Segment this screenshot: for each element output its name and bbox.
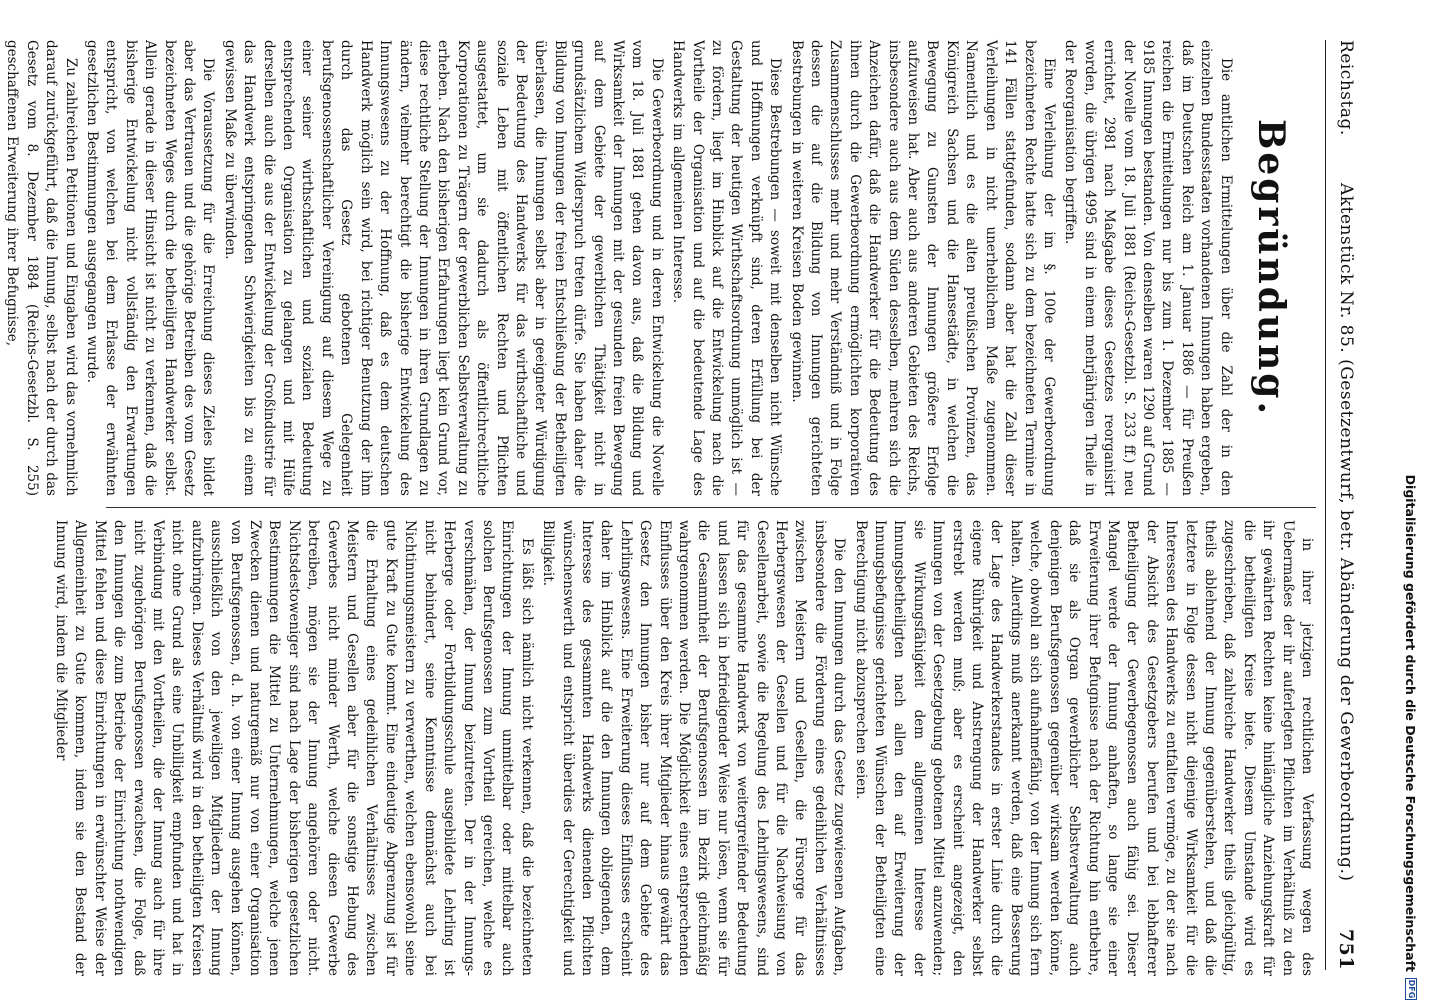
left-column	[4, 40, 1316, 496]
header-document-ref: Aktenstück Nr. 85. (Gesetzentwurf, betr. Abänderung der Gewerbeordnung.)	[1336, 183, 1356, 882]
scanned-page	[4, 0, 1366, 1000]
digitization-credit	[1404, 0, 1418, 1000]
paragraph: Die Voraussetzung für die Erreichung dieses Zieles bildet aber das Vertrauen und die gehörige Betreiben des vom Gesetz bezeichneten Weges durch die betheiligten Handwerker selbst. Allein gerade in dieser Hinsicht ist nicht zu verkennen, daß die bisherige Entwickelung nicht vollständig den Erwartungen entspricht, von welchen bei dem Erlasse der erwähnten gesetzlichen Bestimmungen ausgegangen wurde.	[84, 40, 217, 496]
page-number: 751	[1335, 928, 1357, 970]
paragraph: Diese Bestrebungen — soweit mit denselben nicht Wünsche und Hoffnungen verknüpft sind, deren Erfüllung bei der Gestaltung der heutigen Wirthschaftsordnung unmöglich ist — zu fördern, liegt im Hinblick auf die Entwickelung nach die Vortheile der Organisation und auf die bedeutende Lage des Handwerks im allgemeinen Interesse.	[670, 40, 784, 496]
column-divider	[106, 507, 1316, 508]
paragraph: Eine Verleihung der im §. 100e der Gewerbeordnung bezeichneten Rechte hatte sich zu dem bezeichneten Termine in 141 Fällen stattgefunden, sodann aber hat die Zahl dieser Verleihungen in nicht unerheblichem Maße zugenommen. Namentlich und es die alten preußischen Provinzen, das Königreich Sachsen und die Hansestädte, in welchen die Bewegung zu Gunsten der Innungen größere Erfolge aufzuweisen hat. Aber auch aus anderen Gebieten des Reichs, insbesondere auch aus dem Süden desselben, mehren sich die Anzeichen dafür, daß die Handwerker für die Bedeutung des ihnen durch die Gewerbeordnung ermöglichten korporativen Zusammenschlusses mehr und mehr Verständniß und in Folge dessen die auf die Bildung von Innungen gerichteten Bestrebungen in weiteren Kreisen Boden gewinnen.	[788, 40, 1057, 496]
credit-text: Digitalisierung gefördert durch die Deutsche Forschungsgemeinschaft	[1403, 474, 1419, 972]
paragraph: Die amtlichen Ermittelungen über die Zahl der in den einzelnen Bundesstaaten vorhandenen Innungen haben ergeben, daß im Deutschen Reich am 1. Januar 1886 — für Preußen reichen die Ermittelungen nur bis zum 1. Dezember 1885 — 9185 Innungen bestanden. Von denselben waren 1290 auf Grund der Novelle vom 18. Juli 1881 (Reichs-Gesetzbl. S. 233 ff.) neu errichtet, 2981 nach Maßgabe dieses Gesetzes reorganisirt worden, die übrigen 4995 sind in einem mehrjährigen Theile in der Reorganisation begriffen.	[1062, 40, 1234, 496]
header-chamber: Reichstag.	[1336, 40, 1356, 136]
paragraph: Zu zahlreichen Petitionen und Eingaben wird das vornehmlich darauf zurückgeführt, daß die Innung, selbst nach der durch das Gesetz vom 8. Dezember 1884 (Reichs-Gesetzbl. S. 255) geschaffenen Erweiterung ihrer Befugnisse,	[4, 40, 79, 496]
paragraph: in ihrer jetzigen rechtlichen Verfassung wegen des Uebermaßes der ihr auferlegten Pflichten im Verhältniß zu den ihr gewährten Rechten keine hinlängliche Anziehungskraft für die betheiligten Kreise biete. Diesem Umstande wird es zugeschrieben, daß zahlreiche Handwerker theils gleichgültig, theils ablehnend der Innung gegenüberstehen, und daß die letztere in Folge dessen nicht diejenige Wirksamkeit für die Interessen des Handwerks zu entfalten vermöge, zu der sie nach der Absicht des Gesetzgebers berufen und bei lebhafterer Betheiligung der Gewerbegenossen auch fähig sei. Dieser Mangel werde der Innung anhaften, so lange sie einer Erweiterung ihrer Befugnisse nach der Richtung hin entbehre, daß sie als Organ gewerblicher Selbstverwaltung auch denjenigen Berufsgenossen gegenüber wirksam werden könne, welche, obwohl an sich aufnahmefähig, von der Innung sich fern halten. Allerdings muß anerkannt werden, daß eine Besserung der Lage des Handwerkerstandes in erster Linie durch die eigene Rührigkeit und Anstrengung der Handwerker selbst erstrebt werden muß; aber es erscheint angezeigt, den Innungen von der Gesetzgebung gebotenen Mittel anzuwenden; sie Wirkungsfähigkeit dem allgemeinen Interesse der Innungsbetheiligten nach allen den auf Erweiterung der Innungsbefugnisse gerichteten Wünschen der Betheiligten eine Berechtigung nicht abzusprechen seien.	[852, 520, 1315, 976]
right-column	[53, 520, 1316, 976]
paragraph: Es läßt sich nämlich nicht verkennen, daß die bezeichneten Einrichtungen der Innung unmittelbar oder mittelbar auch solchen Berufsgenossen zum Vortheil gereichen, welche es verschmähen, der Innung beizutreten. Der in der Innungs-Herberge oder Fortbildungsschule ausgebildete Lehrling ist nicht behindert, seine Kenntnisse demnächst auch bei Nichtinnungsmeistern zu verwerthen, welchen ebensowohl seine gute Kraft zu Gute kommt. Eine eindeutige Abgrenzung ist für die Erhaltung eines gedeihlichen Verhältnisses zwischen Meistern und Gesellen aber für die sonstige Hebung des Gewerbes nicht minder Werth, welche diesen Gewerbe betreiben, mögen sie der Innung angehören oder nicht. Nichtsdestoweniger sind nach Lage der bisherigen gesetzlichen Bestimmungen die Mittel zu Unternehmungen, welche jenen Zwecken dienen und naturgemäß nur von einer Organisation von Berufsgenossen, d. h. von einer Innung ausgehen können, ausschließlich von den jeweiligen Mitgliedern der Innung aufzubringen. Dieses Verhältniß wird in den betheiligten Kreisen nicht ohne Grund als eine Unbilligkeit empfunden und hat in Verbindung mit den Vortheilen, die der Innung auch für ihre nicht zugehörigen Berufsgenossen erwachsen, die Folge, daß den Innungen die zum Betriebe der Einrichtung nothwendigen Mittel fehlen und diese Einrichtungen in erwünschter Weise der Allgemeinheit zu Gute kommen, indem sie den Bestand der Innung wird, indem die Mitglieder	[53, 520, 535, 976]
paragraph: Die den Innungen durch das Gesetz zugewiesenen Aufgaben, insbesondere die Förderung eines gedeihlichen Verhältnisses zwischen Meistern und Gesellen, die Fürsorge für das Herbergswesen der Gesellen und für die Nachweisung von Gesellenarbeit, sowie die Regelung des Lehrlingswesens, sind für das gesammte Handwerk von weitergreifender Bedeutung und lassen sich in befriedigender Weise nur lösen, wenn sie für die Gesammtheit der Berufsgenossen im Bezirk gleichmäßig wahrgenommen werden. Die Möglichkeit eines entsprechenden Einflusses über den Kreis ihrer Mitglieder hinaus gewährt das Gesetz den Innungen bisher nur auf dem Gebiete des Lehrlingswesens. Eine Erweiterung dieses Einflusses erscheint daher im Hinblick auf die den Innungen obliegenden, dem Interesse des gesammten Handwerks dienenden Pflichten wünschenswerth und entspricht überdies der Gerechtigkeit und Billigkeit.	[540, 520, 848, 976]
paragraph: Die Gewerbeordnung und in deren Entwickelung die Novelle vom 18. Juli 1881 gehen davon aus, daß die Bildung und Wirksamkeit der Innungen mit der gesunden freien Bewegung auf dem Gebiete der gewerblichen Thätigkeit nicht in grundsätzlichem Widerspruch treten dürfe. Sie haben daher die Bildung von Innungen der freien Entschließung der Betheiligten überlassen, die Innungen selbst aber in geeigneter Würdigung der Bedeutung des Handwerks für das wirthschaftliche und soziale Leben mit öffentlichen Rechten und Pflichten ausgestattet, um sie dadurch als öffentlichrechtliche Korporationen zu Trägern der gewerblichen Selbstverwaltung zu erheben. Nach den bisherigen Erfahrungen liegt kein Grund vor, diese rechtliche Stellung der Innungen in ihren Grundlagen zu ändern, vielmehr berechtigt die bisherige Entwickelung des Innungswesens zu der Hoffnung, daß es dem deutschen Handwerk möglich sein wird, bei richtiger Benutzung der ihm durch das Gesetz gebotenen Gelegenheit berufsgenossenschaftlicher Vereinigung auf diesem Wege zu einer seiner wirthschaftlichen und sozialen Bedeutung entsprechenden Organisation zu gelangen und mit Hülfe derselben auch die aus der Entwickelung der Großindustrie für das Handwerk entspringenden Schwierigkeiten bis zu einem gewissen Maße zu überwinden.	[221, 40, 665, 496]
section-title: Begründung.	[1250, 118, 1292, 418]
running-header	[1325, 40, 1366, 970]
dfg-logo-icon: DFG	[1407, 979, 1416, 999]
